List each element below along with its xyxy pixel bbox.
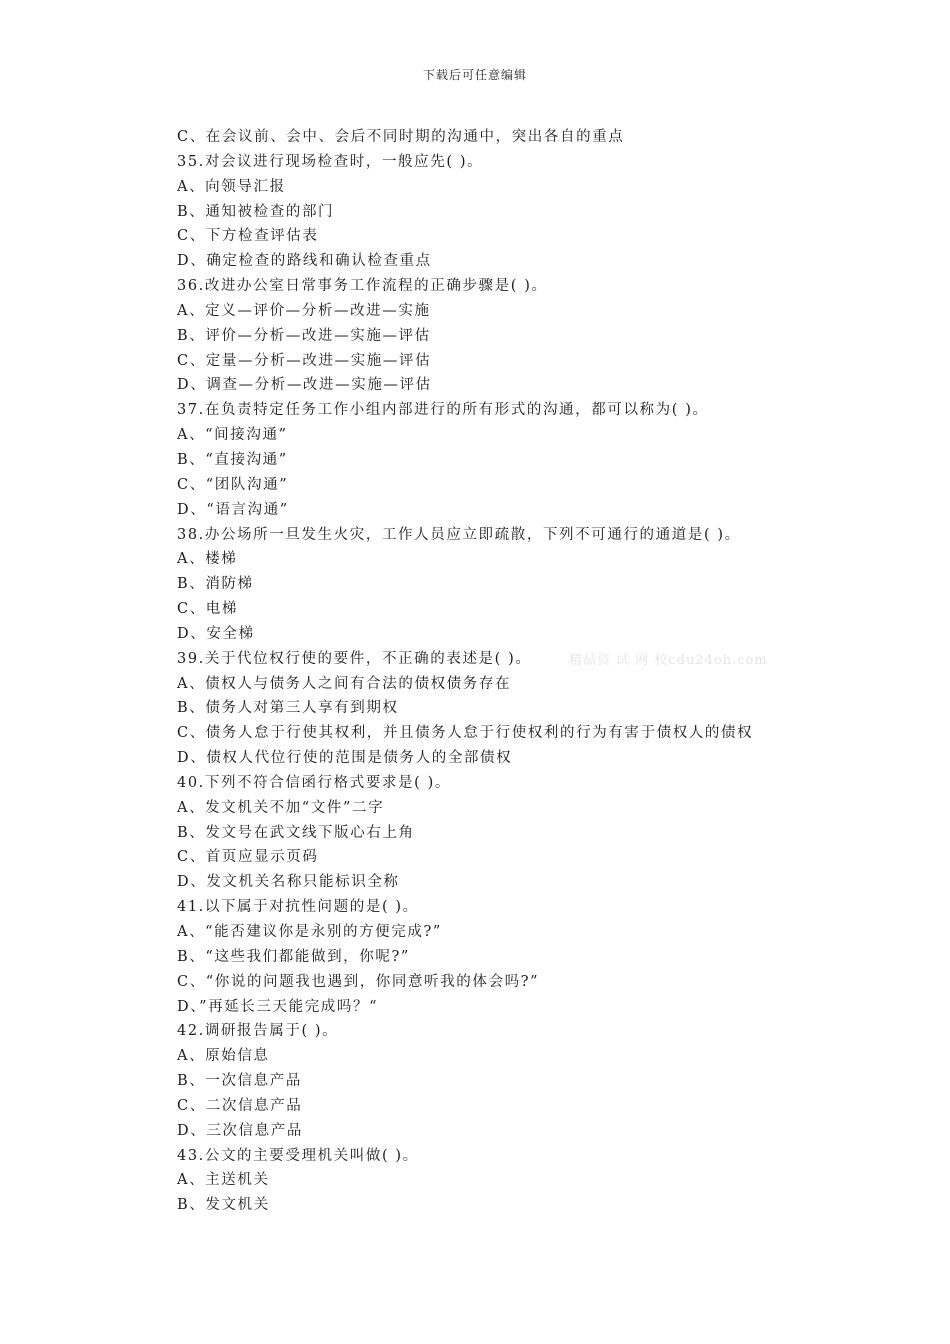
question-line: 43.公文的主要受理机关叫做( )。 [177, 1147, 419, 1164]
option-line: D、确定检查的路线和确认检查重点 [177, 253, 432, 270]
option-line: C、“团队沟通” [177, 476, 289, 493]
option-line: D、发文机关名称只能标识全称 [177, 874, 400, 891]
option-line: D、“语言沟通” [177, 501, 289, 518]
question-line: 41.以下属于对抗性问题的是( )。 [177, 899, 419, 916]
option-line: B、“这些我们都能做到，你呢?” [177, 948, 410, 965]
question-line: 35.对会议进行现场检查时，一般应先( )。 [177, 153, 484, 170]
option-line: B、一次信息产品 [177, 1073, 302, 1090]
question-line: 40.下列不符合信函行格式要求是( )。 [177, 774, 451, 791]
option-line: A、“能否建议你是永别的方便完成?” [177, 924, 442, 940]
option-line: D、”再延长三天能完成吗？“ [177, 998, 379, 1015]
option-line: D、三次信息产品 [177, 1122, 303, 1139]
option-line: A、主送机关 [177, 1172, 270, 1189]
watermark-text: 精品资 试 网 校cdu24oh.com [569, 653, 768, 668]
option-line: D、债权人代位行使的范围是债务人的全部债权 [177, 750, 513, 767]
question-line: 36.改进办公室日常事务工作流程的正确步骤是( )。 [177, 278, 548, 295]
option-line: B、债务人对第三人享有到期权 [177, 700, 399, 717]
option-line: C、首页应显示页码 [177, 849, 319, 866]
document-body [177, 125, 897, 1218]
option-line: C、定量—分析—改进—实施—评估 [177, 352, 432, 369]
option-line: C、下方检查评估表 [177, 228, 319, 245]
option-line: B、消防梯 [177, 576, 254, 593]
option-line: A、定义—评价—分析—改进—实施 [177, 302, 431, 319]
option-line: C、二次信息产品 [177, 1097, 303, 1114]
question-line: 42.调研报告属于( )。 [177, 1023, 339, 1040]
option-line: B、“直接沟通” [177, 451, 288, 468]
option-line: C、在会议前、会中、会后不同时期的沟通中，突出各自的重点 [177, 129, 625, 145]
option-line: A、向领导汇报 [177, 178, 286, 195]
option-line: C、债务人怠于行使其权利，并且债务人怠于行使权利的行为有害于债权人的债权 [177, 725, 754, 742]
option-line: A、“间接沟通” [177, 427, 288, 444]
page-header: 下载后可任意编辑 [422, 68, 527, 82]
option-line: A、债权人与债务人之间有合法的债权债务存在 [177, 675, 512, 692]
option-line: D、调查—分析—改进—实施—评估 [177, 377, 432, 394]
option-line: D、安全梯 [177, 625, 255, 642]
option-line: B、评价—分析—改进—实施—评估 [177, 327, 431, 344]
question-line: 37.在负责特定任务工作小组内部进行的所有形式的沟通，都可以称为( )。 [177, 402, 709, 419]
option-line: A、楼梯 [177, 551, 238, 568]
option-line: B、发文号在武文线下版心右上角 [177, 824, 415, 841]
option-line: C、“你说的问题我也遇到，你同意听我的体会吗?” [177, 973, 540, 990]
question-line: 39.关于代位权行使的要件，不正确的表述是( )。 [177, 650, 532, 667]
option-line: A、原始信息 [177, 1048, 270, 1065]
option-line: B、通知被检查的部门 [177, 203, 335, 220]
option-line: C、电梯 [177, 601, 238, 618]
option-line: B、发文机关 [177, 1197, 270, 1214]
option-line: A、发文机关不加“文件”二字 [177, 799, 385, 816]
question-line: 38.办公场所一旦发生火灾，工作人员应立即疏散，下列不可通行的通道是( )。 [177, 526, 741, 543]
